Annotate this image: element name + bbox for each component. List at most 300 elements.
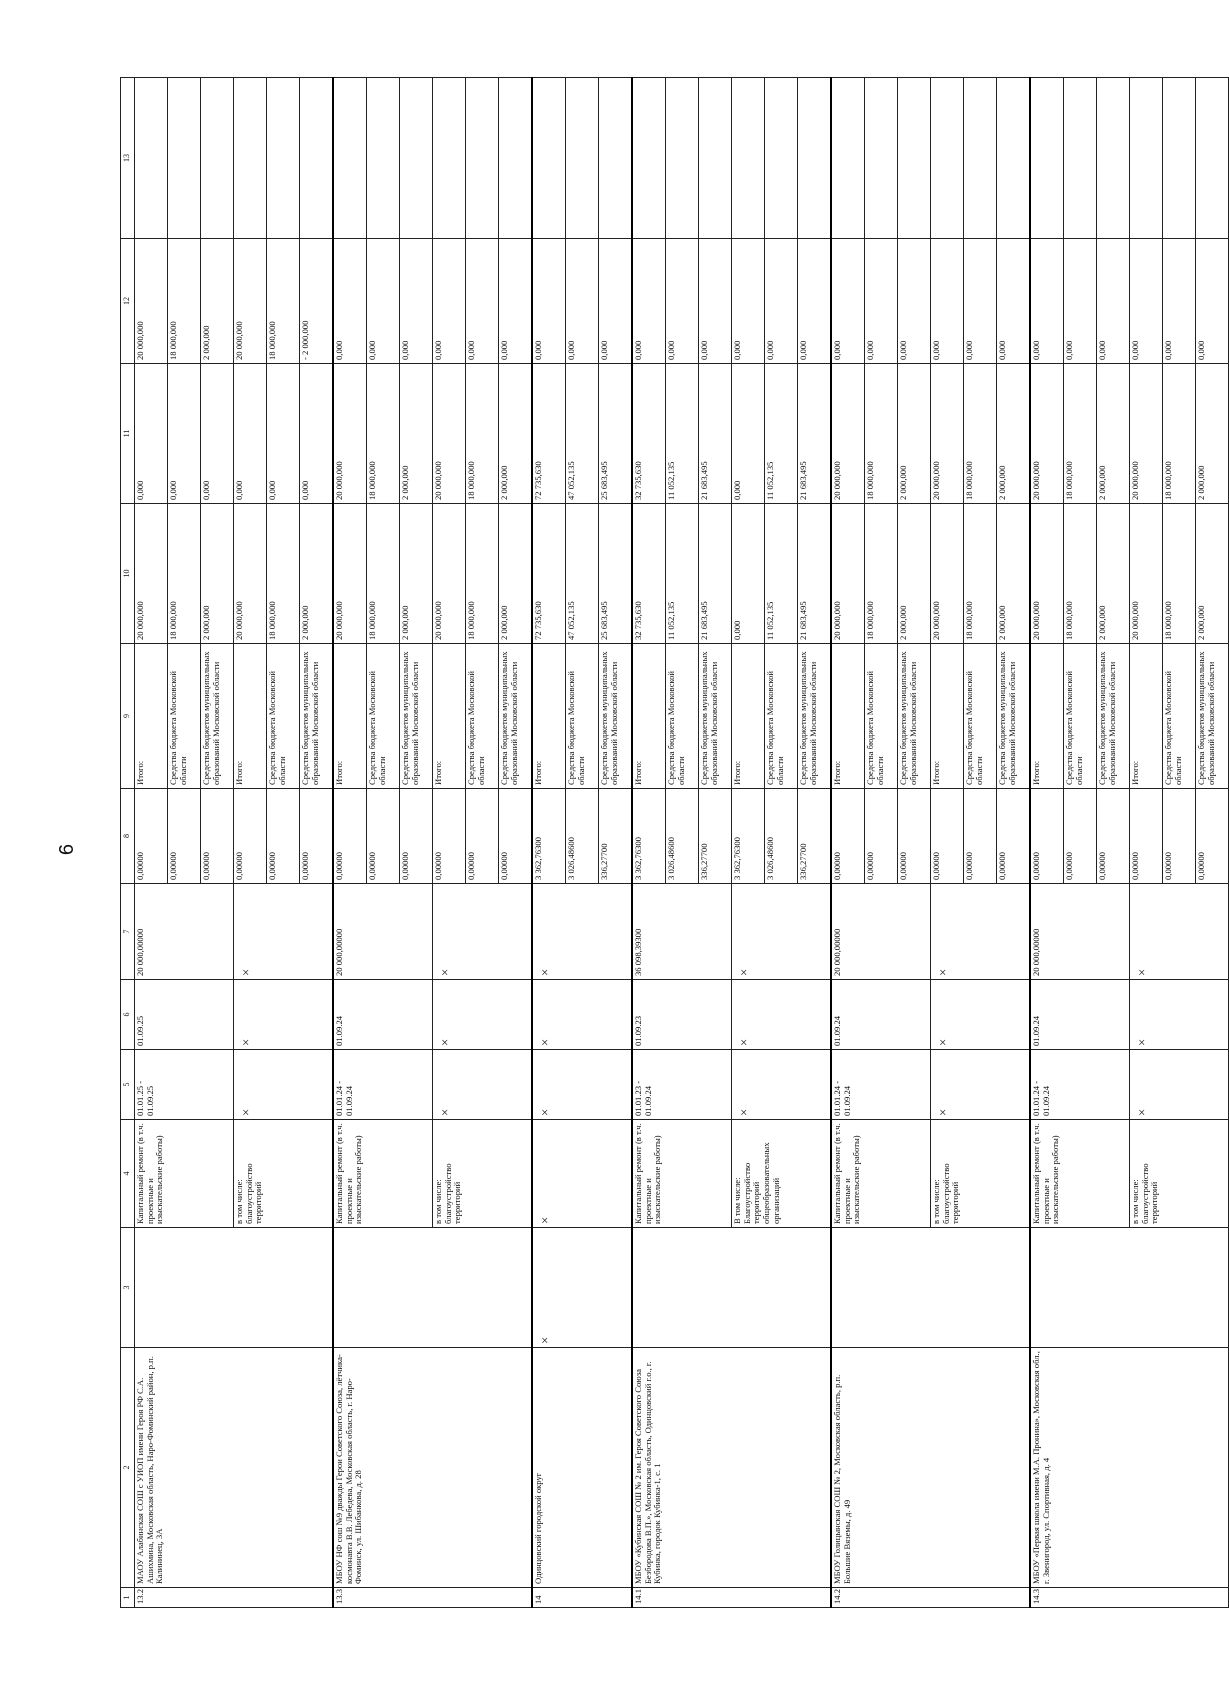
amount-year-1: 2 000,000 xyxy=(997,364,1031,504)
column-number-cell: 13 xyxy=(121,78,135,239)
financed-amount: 0,00000 xyxy=(201,789,234,884)
financed-amount: 0,00000 xyxy=(234,789,267,884)
amount-year-2: 0,000 xyxy=(931,239,964,364)
amount-year-3 xyxy=(632,78,666,239)
funding-source: Итого: xyxy=(333,644,367,789)
work-period xyxy=(931,1050,1031,1120)
row-number: 14 xyxy=(532,1588,632,1608)
amount-year-1: 20 000,000 xyxy=(831,364,865,504)
amount-total: 21 683,495 xyxy=(699,504,732,644)
amount-total: 2 000,000 xyxy=(898,504,931,644)
work-type: Капитальный ремонт (в т.ч. проектные и изыскательские работы) xyxy=(135,1120,234,1228)
financed-amount: 0,00000 xyxy=(168,789,201,884)
total-cost: 20 000,00000 xyxy=(831,884,931,980)
amount-total: 20 000,000 xyxy=(234,504,267,644)
amount-year-1: 18 000,000 xyxy=(964,364,997,504)
amount-year-1: 11 052,135 xyxy=(765,364,798,504)
total-cost: 36 098,39300 xyxy=(632,884,732,980)
financed-amount: 336,27700 xyxy=(599,789,633,884)
amount-year-2: 0,000 xyxy=(499,239,533,364)
commission-date: 01.09.24 xyxy=(1030,980,1130,1050)
financed-amount: 336,27700 xyxy=(798,789,832,884)
amount-year-1: 0,000 xyxy=(201,364,234,504)
work-type: Капитальный ремонт (в т.ч. проектные и изыскательские работы) xyxy=(1030,1120,1130,1228)
column-number-cell: 6 xyxy=(121,980,135,1050)
table-row xyxy=(135,78,168,1608)
cross-mark: × xyxy=(238,968,253,976)
page-number: 6 xyxy=(56,843,79,856)
cross-mark: × xyxy=(935,1038,950,1046)
amount-year-2: 18 000,000 xyxy=(267,239,300,364)
work-period xyxy=(732,1050,832,1120)
column-number-cell: 1 xyxy=(121,1588,135,1608)
amount-year-1: 47 052,135 xyxy=(566,364,599,504)
amount-total: 20 000,000 xyxy=(1130,504,1163,644)
cross-mark: × xyxy=(437,968,452,976)
funding-source: Итого: xyxy=(732,644,765,789)
amount-year-1: 20 000,000 xyxy=(1030,364,1064,504)
amount-total: 2 000,000 xyxy=(499,504,533,644)
amount-year-2: 20 000,000 xyxy=(234,239,267,364)
amount-year-1: 0,000 xyxy=(168,364,201,504)
column-number-cell: 5 xyxy=(121,1050,135,1120)
amount-year-1: 0,000 xyxy=(732,364,765,504)
total-cost: 20 000,00000 xyxy=(1030,884,1130,980)
amount-total: 2 000,000 xyxy=(300,504,334,644)
object-name: МБОУ НФ сош №9 дважды Герои Советского Союза, лётчика-космонавта В.В. Лебедева, Московская область, г. Наро-Фоминск, ул. Шибанкова, д. 28 xyxy=(333,1348,532,1588)
financed-amount: 0,00000 xyxy=(931,789,964,884)
cross-mark: × xyxy=(736,968,751,976)
amount-year-1: 18 000,000 xyxy=(1163,364,1196,504)
amount-year-2: 0,000 xyxy=(765,239,798,364)
amount-year-2: 0,000 xyxy=(1064,239,1097,364)
amount-total: 11 052,135 xyxy=(666,504,699,644)
funding-source: Средства бюджетов муниципальных образований Московской области xyxy=(300,644,334,789)
funding-source: Средства бюджета Московской области xyxy=(367,644,400,789)
amount-year-2: 0,000 xyxy=(1097,239,1130,364)
commission-date: 01.09.23 xyxy=(632,980,732,1050)
amount-total: 18 000,000 xyxy=(168,504,201,644)
amount-total: 2 000,000 xyxy=(1196,504,1229,644)
amount-year-2: 0,000 xyxy=(632,239,666,364)
row-number: 13.3 xyxy=(333,1588,532,1608)
amount-year-3 xyxy=(997,78,1031,239)
cross-mark: × xyxy=(537,1336,552,1344)
funding-source: Средства бюджета Московской области xyxy=(566,644,599,789)
cross-mark: × xyxy=(736,1038,751,1046)
amount-year-2: 0,000 xyxy=(1130,239,1163,364)
financed-amount: 0,00000 xyxy=(400,789,433,884)
table-row xyxy=(1030,78,1064,1608)
amount-year-1: 2 000,000 xyxy=(400,364,433,504)
work-period xyxy=(433,1050,533,1120)
amount-year-1: 0,000 xyxy=(267,364,300,504)
funding-source: Средства бюджетов муниципальных образований Московской области xyxy=(599,644,633,789)
amount-year-2: 0,000 xyxy=(732,239,765,364)
cross-mark: × xyxy=(736,1108,751,1116)
column-number-cell: 8 xyxy=(121,789,135,884)
amount-total: 2 000,000 xyxy=(400,504,433,644)
commission-date xyxy=(433,980,533,1050)
amount-year-1: 21 683,495 xyxy=(699,364,732,504)
financed-amount: 0,00000 xyxy=(1030,789,1064,884)
amount-year-2: 20 000,000 xyxy=(135,239,168,364)
amount-total: 20 000,000 xyxy=(135,504,168,644)
total-cost xyxy=(433,884,533,980)
financed-amount: 3 362,76300 xyxy=(632,789,666,884)
amount-year-3 xyxy=(798,78,832,239)
amount-year-3 xyxy=(699,78,732,239)
cross-mark: × xyxy=(935,1108,950,1116)
amount-year-3 xyxy=(898,78,931,239)
amount-year-3 xyxy=(333,78,367,239)
amount-year-2: 0,000 xyxy=(566,239,599,364)
col3-cell xyxy=(135,1228,334,1348)
amount-year-2: 0,000 xyxy=(1030,239,1064,364)
column-number-cell: 12 xyxy=(121,239,135,364)
cross-mark: × xyxy=(537,1038,552,1046)
amount-year-2: 0,000 xyxy=(599,239,633,364)
amount-total: 18 000,000 xyxy=(267,504,300,644)
work-type: Капитальный ремонт (в т.ч. проектные и изыскательские работы) xyxy=(333,1120,433,1228)
budget-table-sheet xyxy=(120,78,1216,1608)
financed-amount: 0,00000 xyxy=(135,789,168,884)
amount-total: 20 000,000 xyxy=(1030,504,1064,644)
financed-amount: 0,00000 xyxy=(1163,789,1196,884)
amount-year-1: 2 000,000 xyxy=(898,364,931,504)
funding-source: Средства бюджетов муниципальных образований Московской области xyxy=(898,644,931,789)
amount-year-2: 0,000 xyxy=(997,239,1031,364)
amount-year-3 xyxy=(666,78,699,239)
column-number-cell: 10 xyxy=(121,504,135,644)
amount-year-3 xyxy=(201,78,234,239)
amount-total: 20 000,000 xyxy=(931,504,964,644)
total-cost xyxy=(532,884,632,980)
amount-total: 18 000,000 xyxy=(964,504,997,644)
amount-year-3 xyxy=(1196,78,1229,239)
amount-year-1: 2 000,000 xyxy=(499,364,533,504)
amount-total: 72 735,630 xyxy=(532,504,566,644)
financed-amount: 0,00000 xyxy=(499,789,533,884)
row-number: 14.2 xyxy=(831,1588,1030,1608)
funding-source: Средства бюджетов муниципальных образований Московской области xyxy=(400,644,433,789)
funding-source: Средства бюджетов муниципальных образований Московской области xyxy=(699,644,732,789)
funding-source: Итого: xyxy=(831,644,865,789)
amount-total: 2 000,000 xyxy=(997,504,1031,644)
commission-date xyxy=(931,980,1031,1050)
total-cost xyxy=(931,884,1031,980)
amount-total: 18 000,000 xyxy=(865,504,898,644)
budget-table xyxy=(120,77,1229,1608)
amount-year-1: 72 735,630 xyxy=(532,364,566,504)
commission-date xyxy=(234,980,334,1050)
amount-total: 0,000 xyxy=(732,504,765,644)
amount-year-2: 0,000 xyxy=(367,239,400,364)
work-period: 01.01.24 - 01.09.24 xyxy=(333,1050,433,1120)
row-number: 13.2 xyxy=(135,1588,334,1608)
funding-source: Средства бюджета Московской области xyxy=(865,644,898,789)
amount-year-1: 18 000,000 xyxy=(865,364,898,504)
financed-amount: 0,00000 xyxy=(898,789,931,884)
work-type: Капитальный ремонт (в т.ч. проектные и изыскательские работы) xyxy=(831,1120,931,1228)
amount-year-2: 0,000 xyxy=(333,239,367,364)
amount-year-2: 0,000 xyxy=(433,239,466,364)
funding-source: Итого: xyxy=(433,644,466,789)
amount-year-3 xyxy=(532,78,566,239)
funding-source: Итого: xyxy=(532,644,566,789)
column-number-cell: 11 xyxy=(121,364,135,504)
column-number-cell: 9 xyxy=(121,644,135,789)
cross-mark: × xyxy=(437,1038,452,1046)
amount-total: 11 052,135 xyxy=(765,504,798,644)
amount-total: 25 683,495 xyxy=(599,504,633,644)
funding-source: Итого: xyxy=(931,644,964,789)
amount-year-3 xyxy=(1163,78,1196,239)
amount-total: 20 000,000 xyxy=(433,504,466,644)
financed-amount: 0,00000 xyxy=(1097,789,1130,884)
financed-amount: 0,00000 xyxy=(865,789,898,884)
cross-mark: × xyxy=(238,1108,253,1116)
amount-year-1: 20 000,000 xyxy=(333,364,367,504)
amount-total: 2 000,000 xyxy=(201,504,234,644)
work-period: 01.01.23 - 01.09.24 xyxy=(632,1050,732,1120)
financed-amount: 0,00000 xyxy=(1130,789,1163,884)
work-period xyxy=(1130,1050,1229,1120)
financed-amount: 0,00000 xyxy=(831,789,865,884)
funding-source: Средства бюджетов муниципальных образований Московской области xyxy=(201,644,234,789)
cross-mark: × xyxy=(537,1108,552,1116)
table-row xyxy=(532,78,566,1608)
commission-date xyxy=(532,980,632,1050)
cross-mark: × xyxy=(935,968,950,976)
cross-mark: × xyxy=(238,1038,253,1046)
amount-year-3 xyxy=(1064,78,1097,239)
financed-amount: 0,00000 xyxy=(997,789,1031,884)
amount-year-2: 0,000 xyxy=(1163,239,1196,364)
amount-year-1: 11 052,135 xyxy=(666,364,699,504)
cross-mark: × xyxy=(1134,1108,1149,1116)
funding-source: Итого: xyxy=(1130,644,1163,789)
col3-cell xyxy=(632,1228,831,1348)
amount-year-1: 0,000 xyxy=(135,364,168,504)
financed-amount: 0,00000 xyxy=(964,789,997,884)
cross-mark: × xyxy=(437,1108,452,1116)
amount-year-3 xyxy=(831,78,865,239)
col3-cell xyxy=(831,1228,1030,1348)
amount-year-3 xyxy=(267,78,300,239)
cross-mark: × xyxy=(537,1216,552,1224)
financed-amount: 3 362,76300 xyxy=(732,789,765,884)
object-name: МБОУ «Первая школа имени М.А. Пронина», Московская обл., г. Звенигород, ул. Спортивная, д. 4 xyxy=(1030,1348,1229,1588)
funding-source: Средства бюджета Московской области xyxy=(765,644,798,789)
funding-source: Средства бюджета Московской области xyxy=(267,644,300,789)
amount-year-1: 0,000 xyxy=(234,364,267,504)
work-period xyxy=(532,1050,632,1120)
funding-source: Средства бюджета Московской области xyxy=(666,644,699,789)
amount-year-2: 0,000 xyxy=(865,239,898,364)
amount-year-2: 0,000 xyxy=(666,239,699,364)
amount-year-3 xyxy=(135,78,168,239)
amount-year-1: 32 735,630 xyxy=(632,364,666,504)
amount-total: 18 000,000 xyxy=(367,504,400,644)
financed-amount: 0,00000 xyxy=(333,789,367,884)
work-type: Капитальный ремонт (в т.ч. проектные и изыскательские работы) xyxy=(632,1120,732,1228)
total-cost xyxy=(1130,884,1229,980)
funding-source: Средства бюджета Московской области xyxy=(964,644,997,789)
row-number: 14.1 xyxy=(632,1588,831,1608)
column-number-row xyxy=(121,78,135,1608)
funding-source: Средства бюджета Московской области xyxy=(1163,644,1196,789)
amount-year-3 xyxy=(466,78,499,239)
amount-year-3 xyxy=(1097,78,1130,239)
amount-total: 18 000,000 xyxy=(466,504,499,644)
col3-cell xyxy=(532,1228,632,1348)
object-name: Одинцовский городской округ xyxy=(532,1348,632,1588)
financed-amount: 0,00000 xyxy=(466,789,499,884)
work-type: В том числе: Благоустройство территорий общеобразовательных организаций xyxy=(732,1120,832,1228)
financed-amount: 0,00000 xyxy=(367,789,400,884)
amount-total: 32 735,630 xyxy=(632,504,666,644)
funding-source: Средства бюджетов муниципальных образований Московской области xyxy=(499,644,533,789)
column-number-cell: 7 xyxy=(121,884,135,980)
total-cost xyxy=(732,884,832,980)
work-type: в том числе: благоустройство территорий xyxy=(433,1120,533,1228)
amount-year-2: 0,000 xyxy=(1196,239,1229,364)
financed-amount: 0,00000 xyxy=(1064,789,1097,884)
column-number-cell: 2 xyxy=(121,1348,135,1588)
amount-year-2: 0,000 xyxy=(400,239,433,364)
cross-mark: × xyxy=(1134,968,1149,976)
amount-year-2: 0,000 xyxy=(964,239,997,364)
amount-year-3 xyxy=(367,78,400,239)
amount-year-3 xyxy=(1030,78,1064,239)
amount-total: 47 052,135 xyxy=(566,504,599,644)
amount-year-2: 0,000 xyxy=(798,239,832,364)
financed-amount: 3 026,48600 xyxy=(666,789,699,884)
total-cost: 20 000,00000 xyxy=(135,884,234,980)
work-type: в том числе: благоустройство территорий xyxy=(234,1120,334,1228)
amount-total: 18 000,000 xyxy=(1064,504,1097,644)
amount-year-3 xyxy=(765,78,798,239)
commission-date: 01.09.24 xyxy=(831,980,931,1050)
amount-year-2: 0,000 xyxy=(831,239,865,364)
amount-year-1: 18 000,000 xyxy=(466,364,499,504)
amount-year-3 xyxy=(499,78,533,239)
amount-total: 2 000,000 xyxy=(1097,504,1130,644)
object-name: МБОУ Голицынская СОШ № 2, Московская область, р.п. Большие Вяземы, д. 49 xyxy=(831,1348,1030,1588)
work-type xyxy=(532,1120,632,1228)
work-period: 01.01.25 - 01.09.25 xyxy=(135,1050,234,1120)
object-name: МАОУ Алабинская СОШ с УИОП имени Героя РФ С.А. Ашихмина, Московская область, Наро-Фоминский район, р.п. Калининец, 3А xyxy=(135,1348,334,1588)
financed-amount: 336,27700 xyxy=(699,789,732,884)
amount-total: 20 000,000 xyxy=(333,504,367,644)
amount-year-3 xyxy=(234,78,267,239)
amount-year-3 xyxy=(931,78,964,239)
work-period: 01.01.24 - 01.09.24 xyxy=(831,1050,931,1120)
amount-year-1: 18 000,000 xyxy=(1064,364,1097,504)
amount-year-3 xyxy=(566,78,599,239)
amount-year-3 xyxy=(400,78,433,239)
amount-year-2: 18 000,000 xyxy=(168,239,201,364)
amount-year-2: 0,000 xyxy=(699,239,732,364)
amount-year-3 xyxy=(964,78,997,239)
financed-amount: 3 026,48600 xyxy=(566,789,599,884)
col3-cell xyxy=(1030,1228,1229,1348)
amount-total: 20 000,000 xyxy=(831,504,865,644)
amount-year-3 xyxy=(433,78,466,239)
table-row xyxy=(632,78,666,1608)
amount-year-3 xyxy=(300,78,334,239)
amount-year-2: 0,000 xyxy=(898,239,931,364)
work-type: в том числе: благоустройство территорий xyxy=(931,1120,1031,1228)
funding-source: Средства бюджета Московской области xyxy=(466,644,499,789)
funding-source: Средства бюджетов муниципальных образований Московской области xyxy=(798,644,832,789)
amount-year-1: 0,000 xyxy=(300,364,334,504)
cross-mark: × xyxy=(1134,1038,1149,1046)
commission-date xyxy=(732,980,832,1050)
table-row xyxy=(333,78,367,1608)
amount-total: 21 683,495 xyxy=(798,504,832,644)
column-number-cell: 4 xyxy=(121,1120,135,1228)
commission-date: 01.09.25 xyxy=(135,980,234,1050)
amount-year-1: 25 683,495 xyxy=(599,364,633,504)
table-row xyxy=(831,78,865,1608)
financed-amount: 0,00000 xyxy=(300,789,334,884)
financed-amount: 0,00000 xyxy=(1196,789,1229,884)
commission-date: 01.09.24 xyxy=(333,980,433,1050)
work-period: 01.01.24 - 01.09.24 xyxy=(1030,1050,1130,1120)
funding-source: Итого: xyxy=(135,644,168,789)
column-number-cell: 3 xyxy=(121,1228,135,1348)
amount-year-2: 0,000 xyxy=(466,239,499,364)
funding-source: Средства бюджетов муниципальных образований Московской области xyxy=(1196,644,1229,789)
funding-source: Итого: xyxy=(1030,644,1064,789)
amount-year-3 xyxy=(1130,78,1163,239)
object-name: МБОУ «Кубинская СОШ № 2 им. Героя Советского Союза Безбородова В.П.», Московская область, Одинцовский г.о., г. Кубинка, городок Кубинка-1, с. 1 xyxy=(632,1348,831,1588)
amount-year-1: 2 000,000 xyxy=(1097,364,1130,504)
col3-cell xyxy=(333,1228,532,1348)
amount-year-2: 0,000 xyxy=(532,239,566,364)
amount-year-2: - 2 000,000 xyxy=(300,239,334,364)
amount-year-1: 20 000,000 xyxy=(433,364,466,504)
amount-year-1: 21 683,495 xyxy=(798,364,832,504)
funding-source: Средства бюджета Московской области xyxy=(1064,644,1097,789)
commission-date xyxy=(1130,980,1229,1050)
amount-year-3 xyxy=(599,78,633,239)
amount-year-1: 18 000,000 xyxy=(367,364,400,504)
funding-source: Средства бюджетов муниципальных образований Московской области xyxy=(997,644,1031,789)
total-cost xyxy=(234,884,334,980)
total-cost: 20 000,00000 xyxy=(333,884,433,980)
financed-amount: 3 026,48600 xyxy=(765,789,798,884)
row-number: 14.3 xyxy=(1030,1588,1229,1608)
financed-amount: 0,00000 xyxy=(267,789,300,884)
amount-year-3 xyxy=(865,78,898,239)
funding-source: Итого: xyxy=(632,644,666,789)
funding-source: Средства бюджетов муниципальных образований Московской области xyxy=(1097,644,1130,789)
funding-source: Итого: xyxy=(234,644,267,789)
amount-year-3 xyxy=(168,78,201,239)
work-type: в том числе: благоустройство территорий xyxy=(1130,1120,1229,1228)
amount-year-1: 2 000,000 xyxy=(1196,364,1229,504)
amount-year-2: 2 000,000 xyxy=(201,239,234,364)
financed-amount: 3 362,76300 xyxy=(532,789,566,884)
amount-year-1: 20 000,000 xyxy=(931,364,964,504)
cross-mark: × xyxy=(537,968,552,976)
funding-source: Средства бюджета Московской области xyxy=(168,644,201,789)
amount-year-1: 20 000,000 xyxy=(1130,364,1163,504)
amount-total: 18 000,000 xyxy=(1163,504,1196,644)
